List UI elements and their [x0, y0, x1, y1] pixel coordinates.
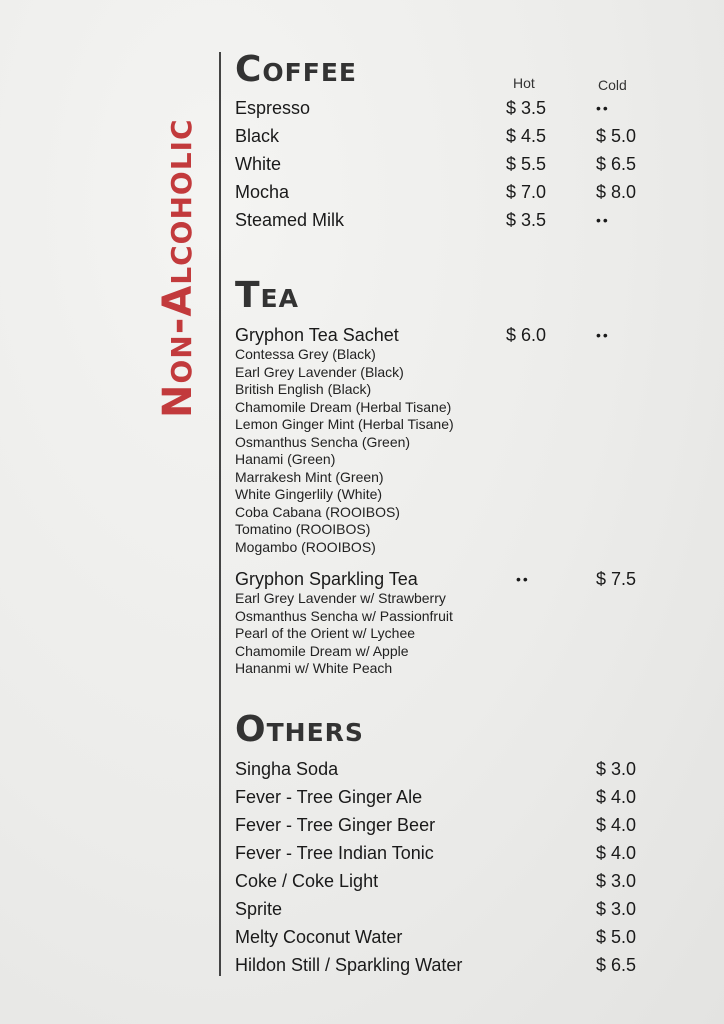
menu-item-name: Fever - Tree Ginger Beer — [235, 815, 436, 835]
hot-column-header: Hot — [513, 75, 535, 91]
menu-item-name: Steamed Milk — [235, 210, 345, 230]
hot-price: •• — [516, 571, 530, 587]
price: $ 3.0 — [596, 871, 637, 891]
tea-variety: Osmanthus Sencha (Green) — [235, 433, 411, 450]
price: $ 4.0 — [596, 843, 637, 863]
others-heading: Others — [235, 709, 364, 750]
price: $ 6.5 — [596, 955, 637, 975]
tea-variety: Earl Grey Lavender w/ Strawberry — [235, 590, 446, 606]
tea-variety: Chamomile Dream w/ Apple — [235, 642, 409, 659]
menu-item-name: Coke / Coke Light — [235, 871, 379, 891]
price: $ 3.0 — [596, 899, 637, 919]
tea-variety: British English (Black) — [235, 381, 372, 397]
menu-item-name: Melty Coconut Water — [235, 927, 403, 947]
menu-item-name: Mocha — [235, 182, 290, 202]
tea-variety: Earl Grey Lavender (Black) — [235, 363, 404, 380]
menu-item-name: Fever - Tree Ginger Ale — [235, 787, 423, 807]
hot-price: $ 3.5 — [506, 98, 547, 118]
menu-item-name: Black — [235, 126, 280, 146]
tea-variety: White Gingerlily (White) — [235, 486, 383, 502]
cold-price: $ 5.0 — [596, 126, 637, 146]
tea-variety: Tomatino (ROOIBOS) — [235, 521, 371, 537]
tea-variety: Mogambo (ROOIBOS) — [235, 538, 376, 555]
menu-item-name: Espresso — [235, 98, 311, 118]
tea-variety: Marrakesh Mint (Green) — [235, 468, 384, 485]
tea-variety: Lemon Ginger Mint (Herbal Tisane) — [235, 416, 454, 432]
menu-item-name: Hildon Still / Sparkling Water — [235, 955, 463, 975]
hot-price: $ 5.5 — [506, 154, 547, 174]
tea-variety: Coba Cabana (ROOIBOS) — [235, 503, 400, 520]
menu-item-name: Gryphon Tea Sachet — [235, 325, 399, 345]
cold-price: •• — [596, 212, 610, 228]
tea-variety: Hanami (Green) — [235, 451, 336, 467]
menu-item-name: Fever - Tree Indian Tonic — [235, 843, 434, 863]
coffee-heading: Coffee — [235, 49, 357, 90]
vertical-divider — [219, 52, 221, 976]
cold-price: $ 6.5 — [596, 154, 637, 174]
hot-price: $ 7.0 — [506, 182, 547, 202]
hot-price: $ 4.5 — [506, 126, 547, 146]
cold-price: $ 8.0 — [596, 182, 637, 202]
tea-heading: Tea — [235, 275, 299, 316]
tea-variety: Hananmi w/ White Peach — [235, 660, 393, 676]
price: $ 4.0 — [596, 787, 637, 807]
tea-variety: Chamomile Dream (Herbal Tisane) — [235, 398, 452, 415]
menu-item-name: Gryphon Sparkling Tea — [235, 569, 418, 589]
hot-price: $ 6.0 — [506, 325, 547, 345]
tea-variety: Pearl of the Orient w/ Lychee — [235, 625, 416, 641]
cold-column-header: Cold — [598, 77, 627, 93]
menu-item-name: Singha Soda — [235, 759, 339, 779]
menu-item-name: White — [235, 154, 282, 174]
section-side-title: Non-Alcoholic — [155, 118, 201, 418]
price: $ 3.0 — [596, 759, 637, 779]
hot-price: $ 3.5 — [506, 210, 547, 230]
tea-variety: Osmanthus Sencha w/ Passionfruit — [235, 607, 453, 624]
cold-price: •• — [596, 100, 610, 116]
cold-price: •• — [596, 327, 610, 343]
cold-price: $ 7.5 — [596, 569, 637, 589]
menu-item-name: Sprite — [235, 899, 283, 919]
price: $ 4.0 — [596, 815, 637, 835]
price: $ 5.0 — [596, 927, 637, 947]
tea-variety: Contessa Grey (Black) — [235, 346, 376, 362]
